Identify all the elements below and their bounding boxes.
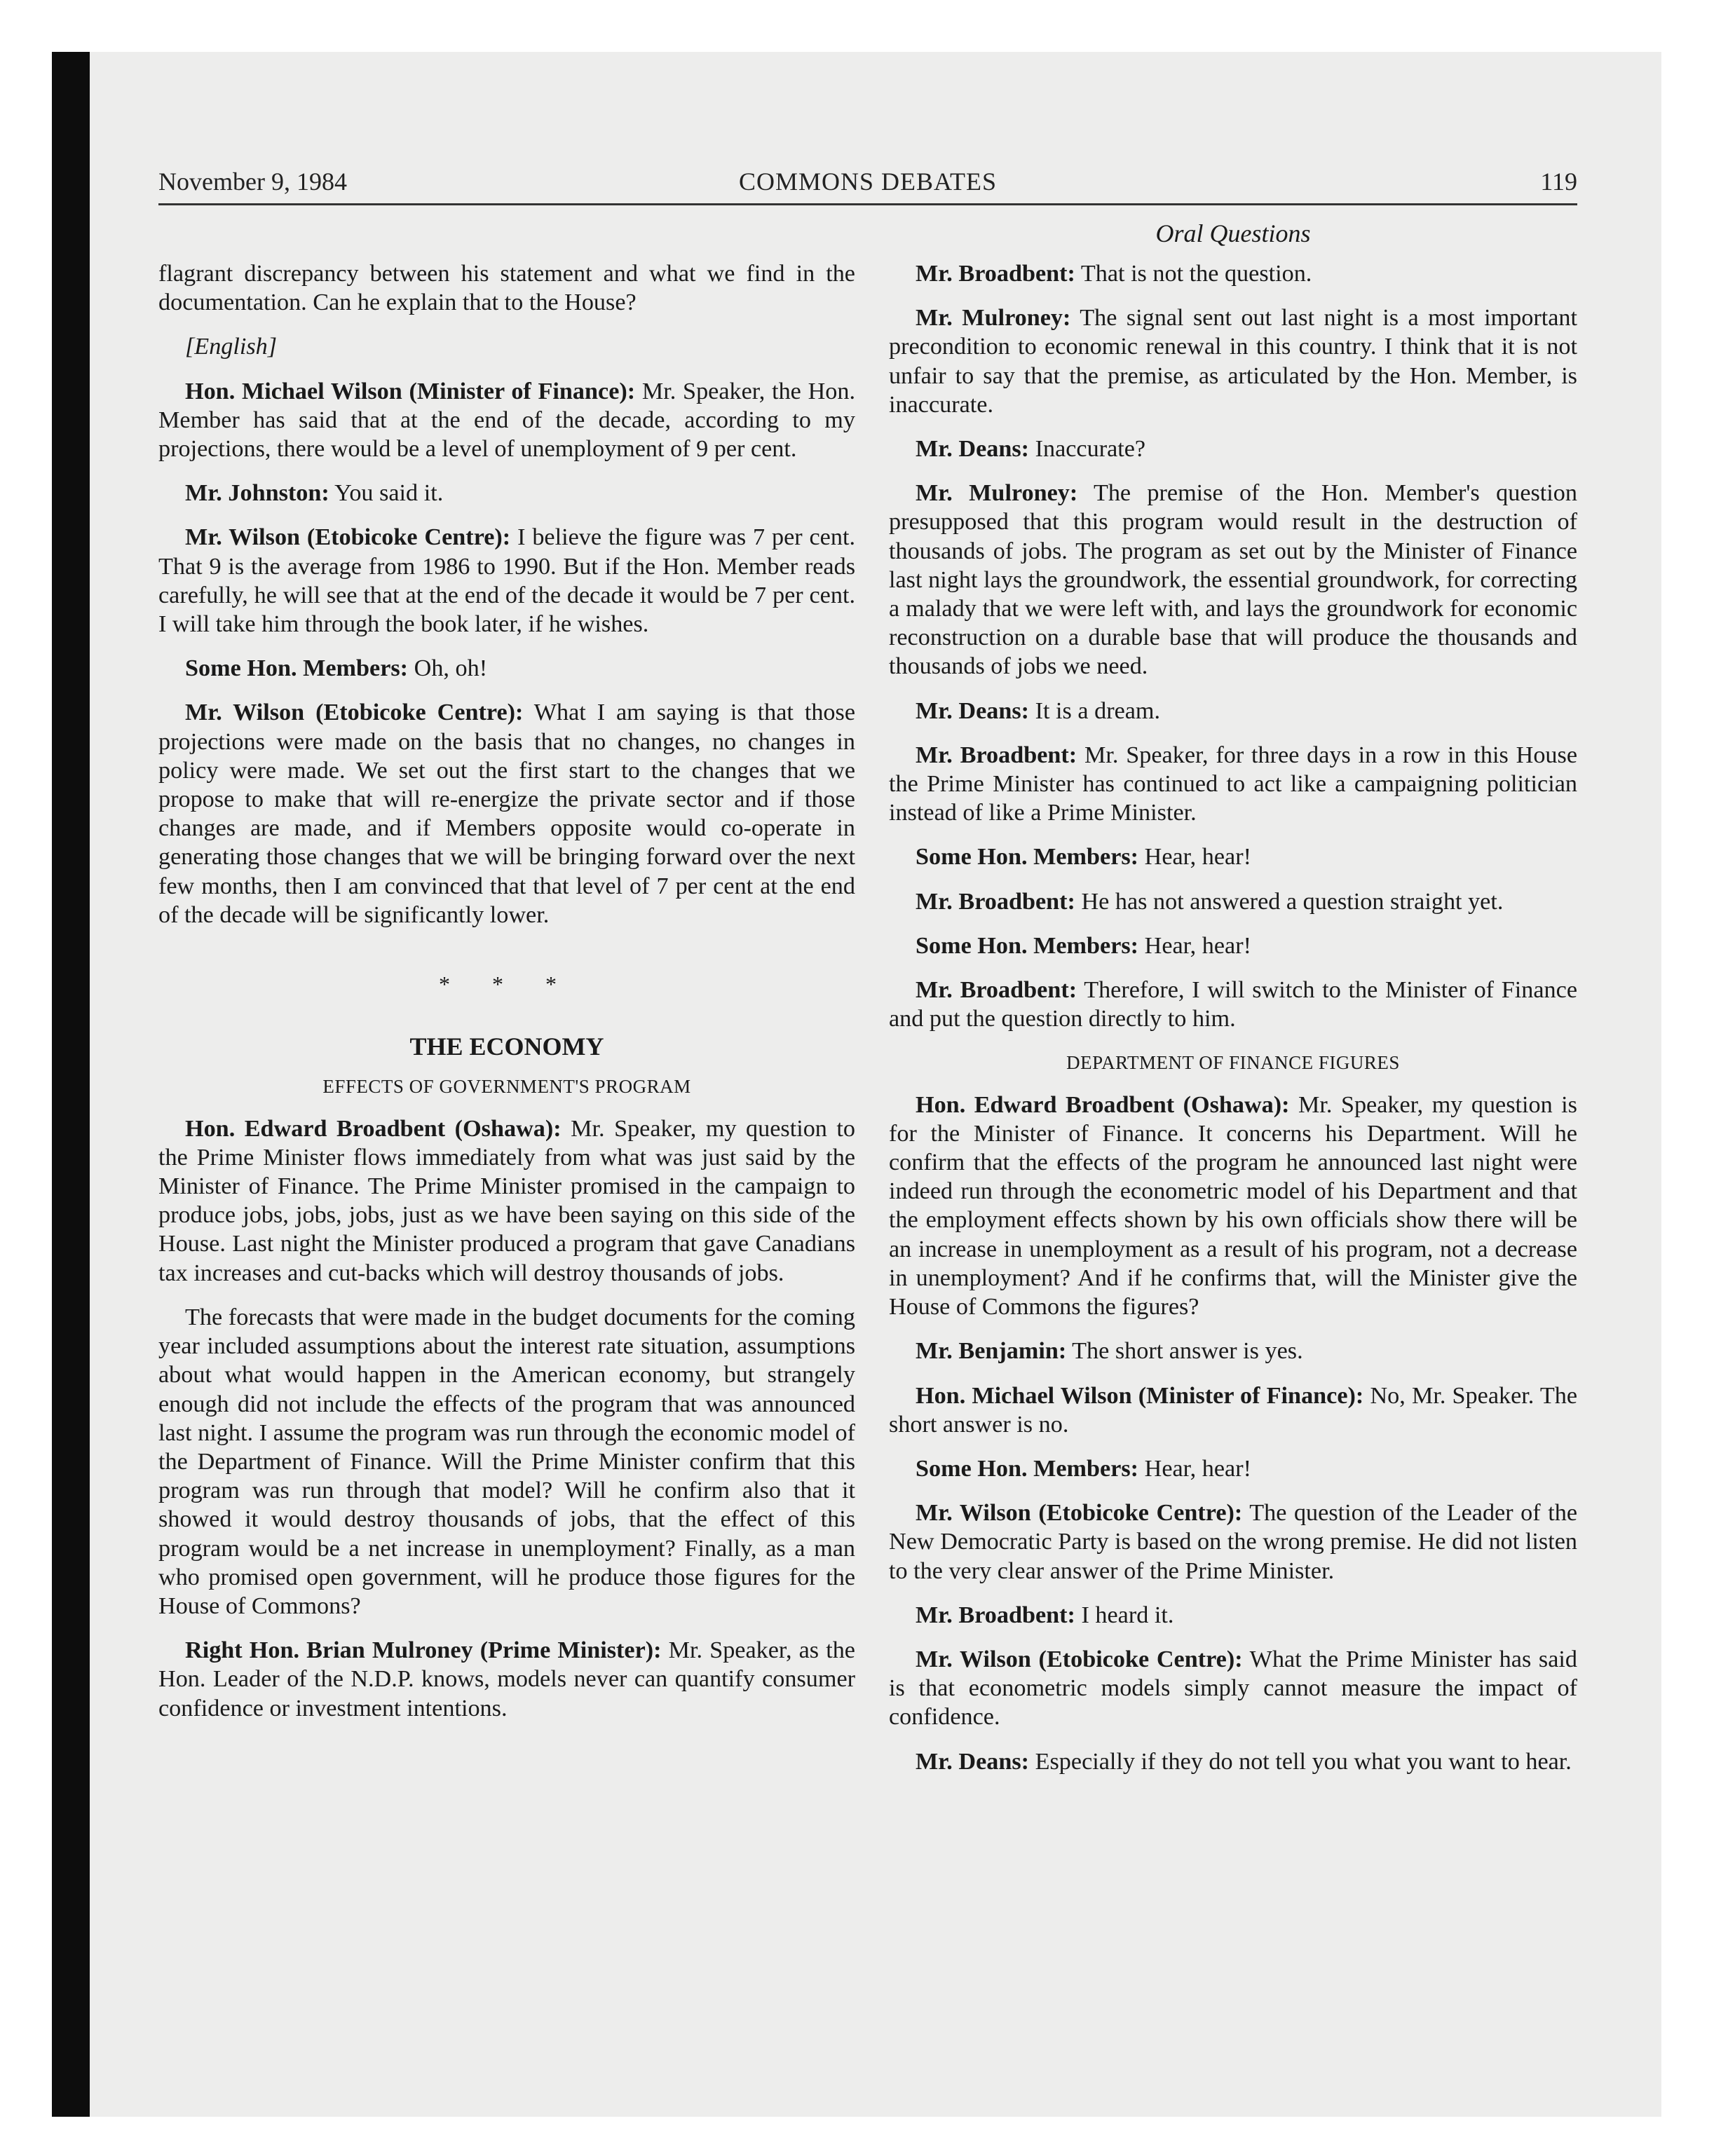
speech xyxy=(889,1601,1577,1630)
speaker: Mr. Wilson (Etobicoke Centre): xyxy=(185,700,524,726)
speaker: Some Hon. Members: xyxy=(916,932,1139,959)
speech-text: What I am saying is that those projections were made on the basis that no changes, no changes in policy were made. We set out the first start to the changes that we propose to make that will re-energize the private sector and if those changes are made, and if Members opposite would co-operate in generating those changes that we will be bringing forward over the next few months, then I am convinced that that level of 7 per cent at the end of the decade will be significantly lower. xyxy=(158,700,855,928)
speech xyxy=(889,1645,1577,1732)
speech-text: Therefore, I will switch to the Minister of Finance and put the question directly to him. xyxy=(889,977,1577,1032)
section-subheading: EFFECTS OF GOVERNMENT'S PROGRAM xyxy=(322,1076,691,1098)
section-heading: THE ECONOMY xyxy=(409,1032,604,1061)
speech xyxy=(889,303,1577,419)
speaker: Mr. Mulroney: xyxy=(916,480,1078,507)
speaker: Hon. Michael Wilson (Minister of Finance): xyxy=(185,378,636,404)
speech-text: Especially if they do not tell you what you want to hear. xyxy=(1029,1748,1572,1775)
speaker: Some Hon. Members: xyxy=(916,1455,1139,1482)
speaker: Mr. Wilson (Etobicoke Centre): xyxy=(916,1646,1243,1672)
speech-text: Mr. Speaker, for three days in a row in this House the Prime Minister has continued to act like a campaigning politician instead of like a Prime Minister. xyxy=(889,742,1577,826)
speaker: Mr. Deans: xyxy=(916,1748,1030,1775)
speech-text: Oh, oh! xyxy=(408,655,488,682)
speech-text: The premise of the Hon. Member's question presupposed that this program would result in the destruction of thousands of jobs. The program as set out by the Minister of Finance last night lays the groundwork, the essential groundwork, for correcting a malady that we were left with, and lays the groundwork for economic reconstruction on a durable base that will produce the thousands and thousands of jobs we need. xyxy=(889,480,1577,680)
speech xyxy=(889,1747,1577,1776)
speech-text: I heard it. xyxy=(1075,1602,1174,1628)
speech xyxy=(889,697,1577,725)
speech-text: The signal sent out last night is a most important precondition to economic renewal in this country. I think that it is not unfair to say that the premise, as articulated by the Hon. Member, is inaccurate. xyxy=(889,305,1577,418)
speech xyxy=(889,932,1577,960)
speech xyxy=(889,479,1577,681)
speech xyxy=(889,741,1577,828)
running-header xyxy=(158,164,1577,199)
speaker: Some Hon. Members: xyxy=(185,655,409,682)
speaker: Mr. Deans: xyxy=(916,697,1030,724)
speech xyxy=(158,654,855,683)
speaker: Mr. Broadbent: xyxy=(916,1602,1075,1628)
page-number: 119 xyxy=(1540,168,1577,196)
speech-text: No, Mr. Speaker. The short answer is no. xyxy=(889,1382,1577,1438)
section-label: Oral Questions xyxy=(1155,219,1311,247)
speech xyxy=(889,259,1577,288)
speech xyxy=(889,842,1577,871)
speech xyxy=(889,976,1577,1033)
speech-text: Mr. Speaker, as the Hon. Leader of the N.D.P. knows, models never can quantify consumer confidence or investment intentions. xyxy=(158,1637,855,1721)
speech-text: Mr. Speaker, my question is for the Minister of Finance. It concerns his Department. Will he confirm that the effects of the program he announced last night were indeed run through the econometric model of his Department and that the employment effects shown by his own officials show there will be an increase in unemployment as a result of his program, not a decrease in unemployment? And if he confirms that, will the Minister give the House of Commons the figures? xyxy=(889,1091,1577,1321)
speech xyxy=(158,698,855,929)
speech xyxy=(889,1091,1577,1322)
speaker: Mr. Johnston: xyxy=(185,480,329,507)
speaker: Mr. Benjamin: xyxy=(916,1338,1067,1365)
speaker: Mr. Broadbent: xyxy=(916,888,1075,915)
section-subheading: DEPARTMENT OF FINANCE FIGURES xyxy=(1066,1052,1400,1074)
speech xyxy=(158,479,855,507)
speech xyxy=(889,1337,1577,1365)
speech-text: The short answer is yes. xyxy=(1066,1338,1303,1365)
speaker: Mr. Broadbent: xyxy=(916,977,1077,1004)
speech xyxy=(889,1499,1577,1585)
speaker: Mr. Mulroney: xyxy=(916,305,1071,332)
speech xyxy=(889,1381,1577,1439)
header-date: November 9, 1984 xyxy=(158,168,347,196)
speech xyxy=(158,523,855,639)
speaker: Mr. Broadbent: xyxy=(916,742,1077,768)
speaker: Hon. Edward Broadbent (Oshawa): xyxy=(916,1091,1290,1118)
speaker: Right Hon. Brian Mulroney (Prime Minister): xyxy=(185,1637,662,1664)
speech-text: What the Prime Minister has said is that econometric models simply cannot measure the impact of confidence. xyxy=(889,1646,1577,1731)
speech-text: You said it. xyxy=(329,480,444,507)
speech-text: Hear, hear! xyxy=(1138,932,1251,959)
speaker: Mr. Wilson (Etobicoke Centre): xyxy=(185,524,511,551)
speech-text: That is not the question. xyxy=(1075,261,1312,287)
speaker: Hon. Michael Wilson (Minister of Finance): xyxy=(916,1382,1364,1409)
left-column xyxy=(158,259,855,1738)
section-separator: * * * xyxy=(439,971,575,997)
speech xyxy=(889,1454,1577,1483)
speaker: Hon. Edward Broadbent (Oshawa): xyxy=(185,1115,562,1142)
speech-text: The question of the Leader of the New Democratic Party is based on the wrong premise. He did not listen to the very clear answer of the Prime Minister. xyxy=(889,1500,1577,1584)
scan-edge-shadow xyxy=(52,52,90,2117)
speech xyxy=(158,377,855,464)
speaker: Some Hon. Members: xyxy=(916,844,1139,871)
speech xyxy=(889,887,1577,916)
paragraph: The forecasts that were made in the budget documents for the coming year included assumptions about the interest rate situation, assumptions about what would happen in the American economy, but strangely enough did not include the effects of the program that was announced last night. I assume the program was run through the economic model of the Department of Finance. Will the Prime Minister confirm that this program was run through that model? Will he confirm also that it showed it would destroy thousands of jobs, that the effect of this program would be a net increase in unemployment? Finally, as a man who promised open government, will he produce those figures for the House of Commons? xyxy=(158,1304,855,1619)
header-title: COMMONS DEBATES xyxy=(738,168,998,196)
speaker: Mr. Wilson (Etobicoke Centre): xyxy=(916,1500,1243,1527)
speech-text: He has not answered a question straight yet. xyxy=(1075,888,1504,915)
speech-text: It is a dream. xyxy=(1029,697,1161,724)
speech-text: I believe the figure was 7 per cent. That 9 is the average from 1986 to 1990. But if the Hon. Member reads carefully, he will see that at the end of the decade it would be 7 per cent. I will take him through the book later, if he wishes. xyxy=(158,524,855,638)
speaker: Mr. Broadbent: xyxy=(916,261,1075,287)
paragraph: flagrant discrepancy between his statement and what we find in the documentation. Can he explain that to the House? xyxy=(158,261,855,316)
speech-text: Inaccurate? xyxy=(1029,436,1146,463)
speech xyxy=(158,1636,855,1723)
speech xyxy=(889,435,1577,463)
speech-text: Hear, hear! xyxy=(1138,844,1251,871)
header-rule xyxy=(158,203,1577,205)
speaker: Mr. Deans: xyxy=(916,436,1030,463)
speech xyxy=(158,1114,855,1288)
speech-text: Mr. Speaker, the Hon. Member has said that at the end of the decade, according to my projections, there would be a level of unemployment of 9 per cent. xyxy=(158,378,855,463)
language-marker: [English] xyxy=(185,334,278,360)
right-column xyxy=(889,259,1577,1792)
speech-text: Hear, hear! xyxy=(1138,1455,1251,1482)
speech-text: Mr. Speaker, my question to the Prime Minister flows immediately from what was just said by the Minister of Finance. The Prime Minister promised in the campaign to produce jobs, jobs, jobs, just as we have been saying on this side of the House. Last night the Minister produced a program that gave Canadians tax increases and cut-backs which will destroy thousands of jobs. xyxy=(158,1115,855,1286)
